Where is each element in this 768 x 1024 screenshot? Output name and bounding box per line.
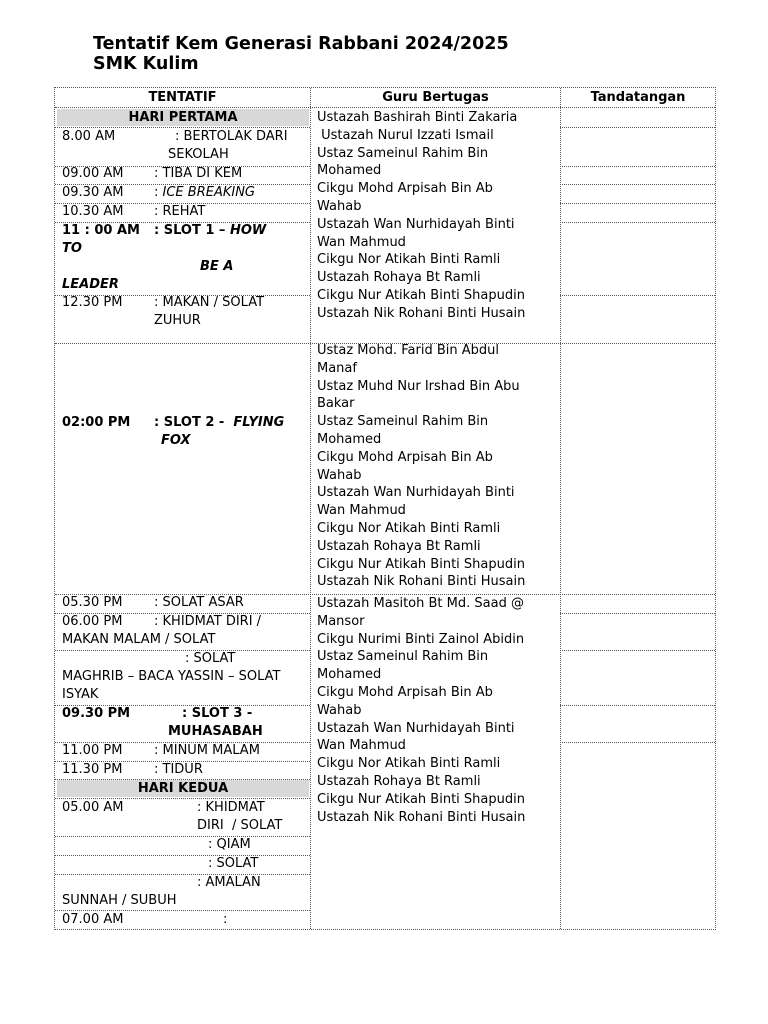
- session-time: 06.00 PM: [62, 614, 123, 629]
- guru-name: Cikgu Nor Atikah Binti Ramli: [317, 252, 501, 268]
- session-activity: ISYAK: [62, 687, 99, 702]
- column-divider: [560, 88, 561, 929]
- guru-name: Ustazah Nik Rohani Binti Husain: [317, 305, 526, 321]
- signature-row-divider: [560, 742, 715, 743]
- session-activity: : SLOT 3 -: [182, 706, 253, 721]
- guru-list-1: [317, 109, 525, 323]
- document-title: [93, 34, 509, 74]
- header-tandatangan: Tandatangan: [590, 90, 686, 105]
- day-band-hari-kedua: HARI KEDUA: [57, 780, 309, 797]
- guru-name: Ustazah Nik Rohani Binti Husain: [317, 809, 526, 825]
- session-activity-italic: FLYING: [233, 415, 285, 430]
- guru-name: Ustazah Masitoh Bt Md. Saad @: [317, 596, 524, 611]
- guru-name: Cikgu Mohd Arpisah Bin Ab: [317, 449, 493, 465]
- signature-row-divider: [560, 127, 715, 128]
- guru-name: Ustazah Wan Nurhidayah Binti: [317, 216, 515, 232]
- session-time: 09.30 AM: [62, 185, 124, 200]
- guru-name: Cikgu Mohd Arpisah Bin Ab: [317, 181, 493, 197]
- guru-name: Cikgu Nur Atikah Binti Shapudin: [317, 287, 525, 303]
- session-activity: SEKOLAH: [168, 147, 229, 162]
- guru-name: Cikgu Nurimi Binti Zainol Abidin: [317, 631, 525, 647]
- guru-name: Cikgu Nur Atikah Binti Shapudin: [317, 791, 525, 807]
- session-activity: BE A: [200, 259, 234, 274]
- table-header-row: [55, 88, 715, 108]
- session-time: 09.30 PM: [62, 706, 131, 721]
- session-activity: FOX: [161, 433, 191, 448]
- session-time: 11.30 PM: [62, 762, 123, 777]
- guru-name: Wahab: [317, 702, 362, 718]
- session-activity: :: [223, 912, 228, 927]
- session-activity: MUHASABAH: [168, 724, 263, 739]
- guru-name: Wahab: [317, 467, 362, 483]
- session-activity: LEADER: [62, 277, 119, 292]
- session-activity: : SOLAT: [208, 856, 259, 871]
- guru-list-3: [317, 595, 525, 826]
- session-activity: ZUHUR: [154, 313, 201, 328]
- session-activity: : KHIDMAT: [197, 800, 265, 815]
- guru-name: Mansor: [317, 613, 365, 629]
- column-divider: [310, 88, 311, 929]
- session-activity-italic: HOW: [229, 223, 267, 238]
- guru-name: Mohamed: [317, 667, 382, 683]
- session-time: 8.00 AM: [62, 129, 116, 144]
- session-activity: TO: [62, 241, 82, 256]
- session-activity: : SOLAT ASAR: [154, 595, 244, 610]
- guru-name: Ustazah Rohaya Bt Ramli: [317, 773, 481, 789]
- signature-row-divider: [560, 650, 715, 651]
- guru-name: Ustaz Mohd. Farid Bin Abdul: [317, 343, 499, 358]
- session-activity: : TIBA DI KEM: [154, 166, 243, 181]
- guru-name: Wan Mahmud: [317, 503, 406, 519]
- schedule-table: [54, 87, 716, 930]
- row-divider: [55, 855, 310, 856]
- session-activity: SUNNAH / SUBUH: [62, 893, 177, 908]
- session-time: 11 : 00 AM: [62, 223, 140, 238]
- guru-name: Ustazah Bashirah Binti Zakaria: [317, 110, 518, 125]
- header-tentatif: TENTATIF: [148, 90, 217, 105]
- session-activity: [154, 414, 284, 432]
- guru-name: Wahab: [317, 198, 362, 214]
- session-time: 07.00 AM: [62, 912, 124, 927]
- session-time: 10.30 AM: [62, 204, 124, 219]
- session-time: 05.30 PM: [62, 595, 123, 610]
- guru-list-2: [317, 342, 525, 591]
- guru-name: Cikgu Nor Atikah Binti Ramli: [317, 520, 501, 536]
- guru-name: Cikgu Nor Atikah Binti Ramli: [317, 756, 501, 772]
- guru-name: Ustazah Wan Nurhidayah Binti: [317, 485, 515, 501]
- row-divider: [55, 836, 310, 837]
- session-activity-italic: ICE BREAKING: [162, 185, 255, 200]
- guru-name: Ustaz Sameinul Rahim Bin: [317, 649, 489, 665]
- session-time: 11.00 PM: [62, 743, 123, 758]
- session-time: 12.30 PM: [62, 295, 123, 310]
- session-activity-part: : SLOT 2 -: [154, 415, 234, 430]
- guru-name: Ustazah Wan Nurhidayah Binti: [317, 720, 515, 736]
- guru-name: Ustazah Rohaya Bt Ramli: [317, 270, 481, 286]
- guru-name: Ustaz Sameinul Rahim Bin: [317, 145, 489, 161]
- session-activity: : SOLAT: [185, 651, 236, 666]
- day-band-hari-pertama: HARI PERTAMA: [57, 109, 309, 126]
- header-guru-bertugas: Guru Bertugas: [382, 90, 489, 105]
- session-activity: MAKAN MALAM / SOLAT: [62, 632, 216, 647]
- title-line-2: SMK Kulim: [93, 54, 199, 74]
- session-activity: [154, 222, 266, 240]
- guru-name: Mohamed: [317, 163, 382, 179]
- signature-row-divider: [560, 166, 715, 167]
- guru-name: Mohamed: [317, 431, 382, 447]
- signature-row-divider: [560, 613, 715, 614]
- session-activity: : MINUM MALAM: [154, 743, 260, 758]
- guru-name: Ustazah Nurul Izzati Ismail: [317, 127, 494, 143]
- session-activity: : QIAM: [208, 837, 251, 852]
- guru-name: Cikgu Nur Atikah Binti Shapudin: [317, 556, 525, 572]
- session-activity: [154, 184, 255, 202]
- guru-name: Ustaz Muhd Nur Irshad Bin Abu: [317, 378, 520, 394]
- guru-name: Ustaz Sameinul Rahim Bin: [317, 414, 489, 430]
- session-activity: : KHIDMAT DIRI /: [154, 614, 262, 629]
- guru-name: Wan Mahmud: [317, 234, 406, 250]
- session-activity: : TIDUR: [154, 762, 203, 777]
- row-divider: [55, 874, 310, 875]
- guru-name: Ustazah Rohaya Bt Ramli: [317, 538, 481, 554]
- guru-name: Manaf: [317, 360, 357, 376]
- session-activity-prefix: :: [154, 185, 163, 200]
- signature-row-divider: [560, 184, 715, 185]
- session-activity: : AMALAN: [197, 875, 261, 890]
- session-time: 09.00 AM: [62, 166, 124, 181]
- session-activity: DIRI / SOLAT: [197, 818, 283, 833]
- signature-row-divider: [560, 203, 715, 204]
- session-time: 02:00 PM: [62, 415, 131, 430]
- session-time: 05.00 AM: [62, 800, 124, 815]
- signature-row-divider: [560, 295, 715, 296]
- session-activity: : MAKAN / SOLAT: [154, 295, 265, 310]
- guru-name: Bakar: [317, 396, 355, 412]
- signature-row-divider: [560, 705, 715, 706]
- guru-name: Ustazah Nik Rohani Binti Husain: [317, 574, 526, 590]
- session-activity: MAGHRIB – BACA YASSIN – SOLAT: [62, 669, 281, 684]
- row-divider: [55, 650, 310, 651]
- guru-name: Cikgu Mohd Arpisah Bin Ab: [317, 684, 493, 700]
- session-activity: : REHAT: [154, 204, 206, 219]
- guru-name: Wan Mahmud: [317, 738, 406, 754]
- session-activity-part: : SLOT 1 –: [154, 223, 230, 238]
- title-line-1: Tentatif Kem Generasi Rabbani 2024/2025: [93, 34, 509, 54]
- signature-row-divider: [560, 222, 715, 223]
- session-activity: : BERTOLAK DARI: [175, 129, 288, 144]
